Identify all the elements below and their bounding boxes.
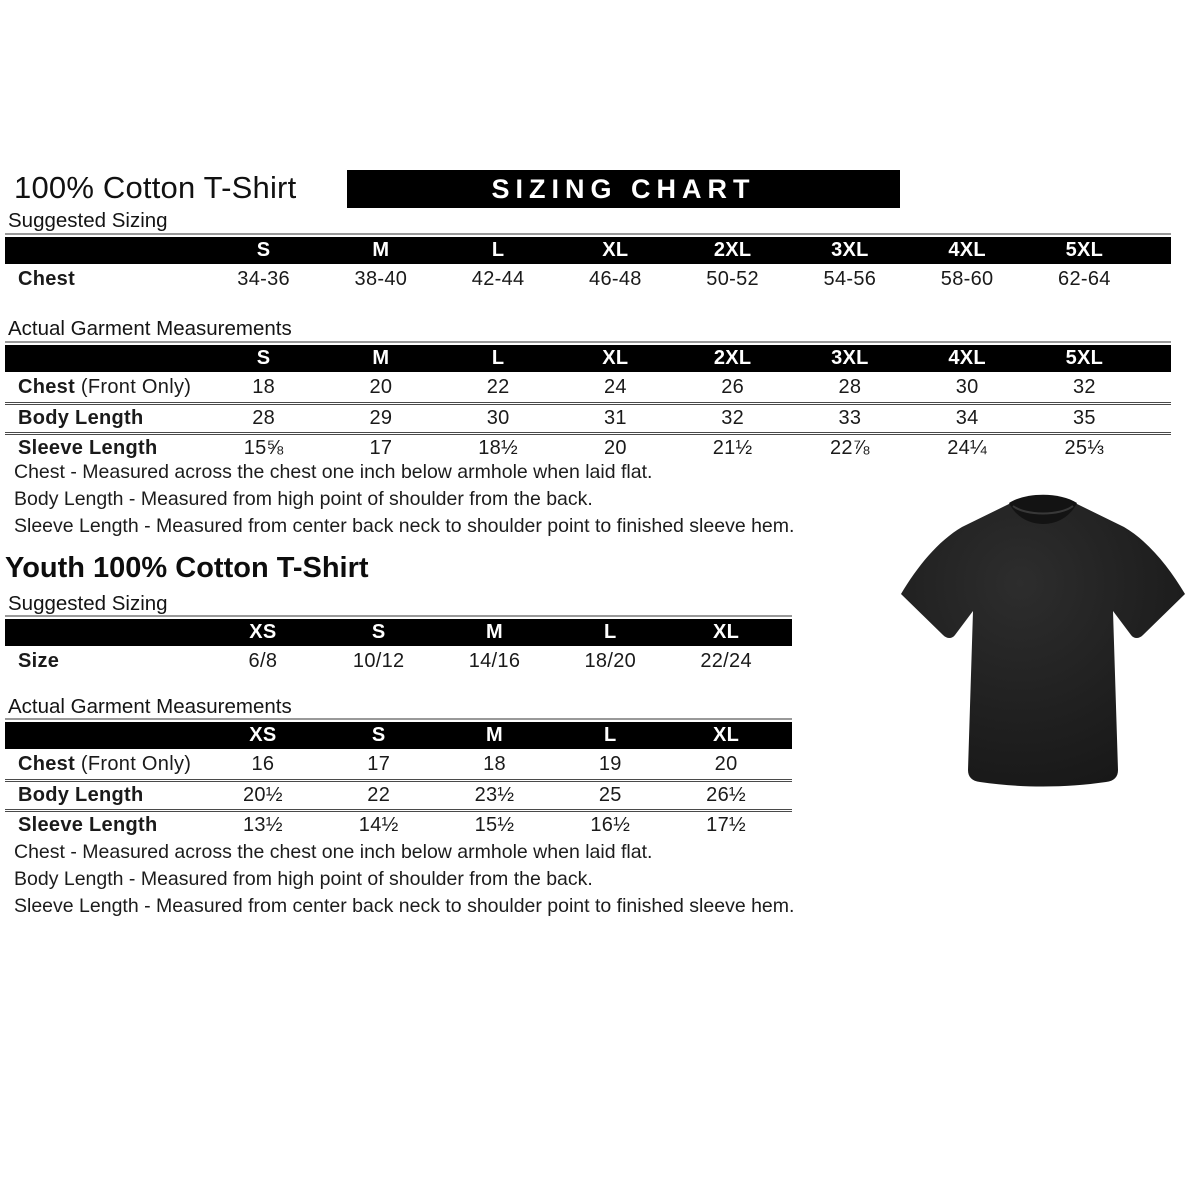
table-row xyxy=(5,749,792,779)
page-title: 100% Cotton T-Shirt xyxy=(14,170,297,205)
table-cell: 33 xyxy=(838,407,862,429)
youth-actual-measurements-label: Actual Garment Measurements xyxy=(8,695,292,718)
table-cell: 25⅓ xyxy=(1064,437,1105,459)
table-cell: 14/16 xyxy=(468,649,521,672)
table-cell: 31 xyxy=(603,407,627,429)
note-line: Body Length - Measured from high point of shoulder from the back. xyxy=(14,868,593,890)
column-header: S xyxy=(256,347,271,369)
column-header: XL xyxy=(602,239,629,261)
column-header: XS xyxy=(249,724,277,746)
youth-suggested-sizing-table xyxy=(5,615,792,676)
table-cell: 42-44 xyxy=(471,267,525,290)
table-row xyxy=(5,646,792,676)
table-cell: 20 xyxy=(369,375,393,398)
row-label: Sleeve Length xyxy=(18,437,158,459)
column-header: M xyxy=(486,621,503,643)
row-label: Sleeve Length xyxy=(18,814,158,836)
column-header: 5XL xyxy=(1065,239,1104,261)
row-label: Chest xyxy=(18,267,76,290)
table-cell: 17 xyxy=(369,437,393,459)
table-cell: 50-52 xyxy=(706,267,759,290)
column-header: XL xyxy=(602,347,629,369)
table-cell: 32 xyxy=(721,407,745,429)
table-row xyxy=(5,372,1171,402)
column-header: 5XL xyxy=(1065,347,1104,369)
table-cell: 21½ xyxy=(712,437,753,459)
table-cell: 17½ xyxy=(706,814,746,836)
column-header: S xyxy=(371,621,386,643)
column-header: L xyxy=(491,239,505,261)
table-cell: 18 xyxy=(483,752,506,775)
column-header: XL xyxy=(713,724,740,746)
row-label: Chest (Front Only) xyxy=(18,375,192,398)
column-header: L xyxy=(604,621,617,643)
sizing-chart-banner xyxy=(347,170,900,208)
table-cell: 34-36 xyxy=(237,267,290,290)
table-header-row xyxy=(5,345,1171,372)
table-row xyxy=(5,402,1171,432)
table-cell: 22⅞ xyxy=(829,437,870,459)
table-cell: 16½ xyxy=(590,814,631,836)
table-cell: 15⅝ xyxy=(243,437,284,459)
table-cell: 26 xyxy=(721,375,745,398)
table-cell: 29 xyxy=(369,407,393,429)
youth-suggested-sizing-label: Suggested Sizing xyxy=(8,592,168,615)
note-line: Chest - Measured across the chest one inch below armhole when laid flat. xyxy=(14,461,653,483)
column-header: M xyxy=(486,724,503,746)
tshirt-body-shape xyxy=(901,496,1185,786)
table-cell: 46-48 xyxy=(589,267,642,290)
row-label: Size xyxy=(18,649,60,672)
table-cell: 24 xyxy=(603,375,627,398)
note-line: Sleeve Length - Measured from center back neck to shoulder point to finished sleeve hem. xyxy=(14,895,795,917)
table-header-row xyxy=(5,722,792,749)
table-cell: 35 xyxy=(1072,407,1096,429)
table-cell: 18½ xyxy=(478,437,519,459)
table-header-row xyxy=(5,619,792,646)
table-cell: 14½ xyxy=(358,814,399,836)
table-row xyxy=(5,809,792,839)
table-cell: 22 xyxy=(367,784,391,806)
table-cell: 32 xyxy=(1072,375,1096,398)
table-cell: 23½ xyxy=(474,784,515,806)
row-label: Body Length xyxy=(18,407,144,429)
table-cell: 54-56 xyxy=(823,267,877,290)
tshirt-image xyxy=(893,487,1193,805)
table-cell: 26½ xyxy=(706,784,746,806)
table-row xyxy=(5,779,792,809)
column-header: 4XL xyxy=(948,347,986,369)
table-row xyxy=(5,264,1171,294)
adult-measurement-notes xyxy=(14,462,794,543)
note-line: Chest - Measured across the chest one inch below armhole when laid flat. xyxy=(14,841,653,863)
column-header: 2XL xyxy=(713,347,752,369)
table-cell: 13½ xyxy=(242,814,283,836)
note-line: Body Length - Measured from high point of shoulder from the back. xyxy=(14,488,593,510)
table-cell: 20½ xyxy=(242,784,283,806)
column-header: M xyxy=(372,239,390,261)
table-cell: 38-40 xyxy=(354,267,408,290)
adult-actual-measurements-table xyxy=(5,341,1171,462)
column-header: L xyxy=(604,724,617,746)
table-cell: 25 xyxy=(598,784,622,806)
sizing-chart-banner-text: SIZING CHART xyxy=(491,173,756,204)
table-cell: 22/24 xyxy=(700,649,752,672)
table-cell: 30 xyxy=(955,375,979,398)
column-header: 3XL xyxy=(831,347,869,369)
column-header: S xyxy=(256,239,271,261)
note-line: Sleeve Length - Measured from center back neck to shoulder point to finished sleeve hem. xyxy=(14,515,795,537)
table-cell: 16 xyxy=(251,752,275,775)
youth-actual-measurements-table xyxy=(5,718,792,839)
adult-suggested-sizing-label: Suggested Sizing xyxy=(8,209,168,232)
table-cell: 58-60 xyxy=(940,267,994,290)
table-cell: 24¼ xyxy=(947,437,988,459)
column-header: XS xyxy=(249,621,277,643)
table-header-row xyxy=(5,237,1171,264)
row-label: Chest (Front Only) xyxy=(18,752,192,775)
column-header: 3XL xyxy=(831,239,869,261)
column-header: XL xyxy=(713,621,740,643)
adult-suggested-sizing-table xyxy=(5,233,1171,294)
table-row xyxy=(5,432,1171,462)
row-label: Body Length xyxy=(18,784,144,806)
table-cell: 28 xyxy=(838,375,862,398)
youth-measurement-notes xyxy=(14,842,794,923)
column-header: L xyxy=(491,347,505,369)
table-cell: 18/20 xyxy=(584,649,637,672)
table-cell: 19 xyxy=(598,752,622,775)
table-cell: 20 xyxy=(714,752,738,775)
column-header: S xyxy=(371,724,386,746)
table-cell: 6/8 xyxy=(248,649,278,672)
table-cell: 62-64 xyxy=(1058,267,1111,290)
table-cell: 20 xyxy=(603,437,627,459)
table-cell: 22 xyxy=(486,375,510,398)
youth-section-title: Youth 100% Cotton T-Shirt xyxy=(5,552,369,584)
table-cell: 10/12 xyxy=(352,649,405,672)
table-cell: 17 xyxy=(367,752,391,775)
adult-actual-measurements-label: Actual Garment Measurements xyxy=(8,317,292,340)
column-header: 4XL xyxy=(948,239,986,261)
table-cell: 15½ xyxy=(474,814,515,836)
column-header: 2XL xyxy=(713,239,752,261)
table-cell: 34 xyxy=(955,407,979,429)
column-header: M xyxy=(372,347,390,369)
table-cell: 28 xyxy=(252,407,276,429)
table-cell: 30 xyxy=(486,407,510,429)
table-cell: 18 xyxy=(252,375,276,398)
